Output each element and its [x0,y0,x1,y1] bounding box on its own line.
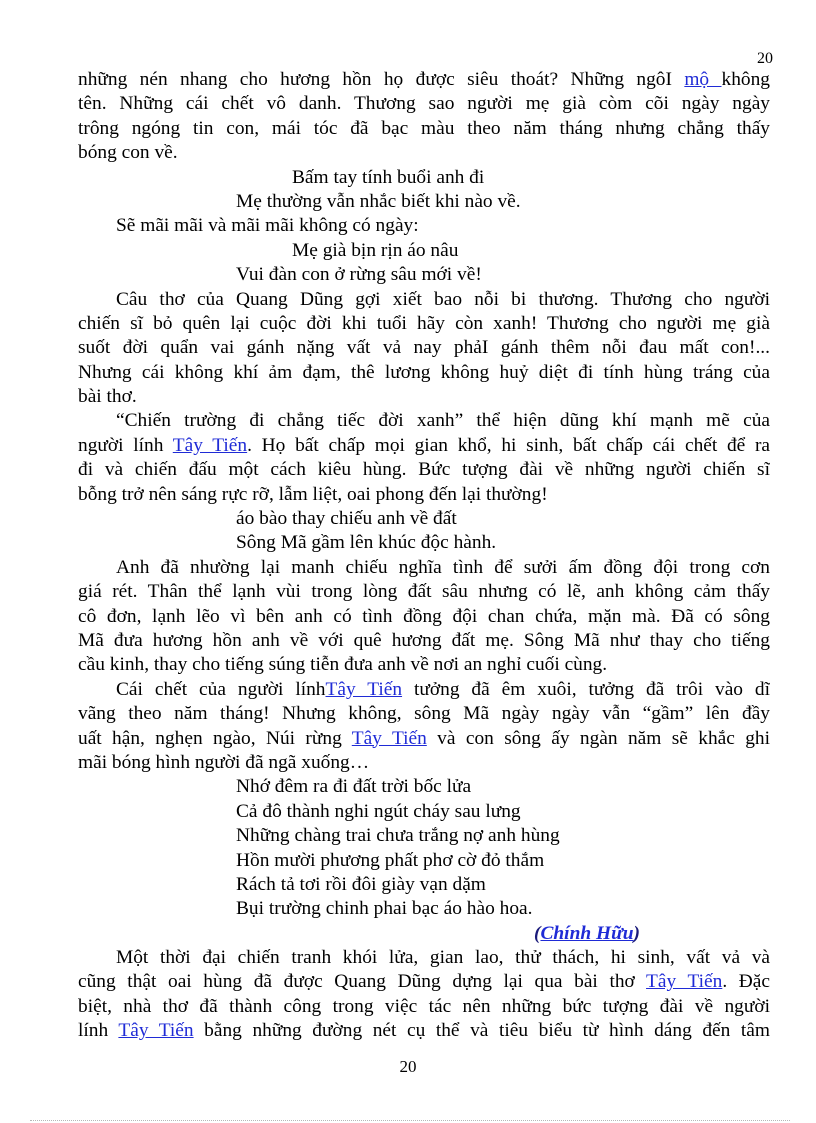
p6-line1: Cái chết của người línhTây Tiến tưởng đã êm xuôi, tưởng đã trôi vào dĩ [116,678,770,700]
poem-line6: Bụi trường chinh phai bạc áo hào hoa. [236,898,533,920]
p5-line5: cầu kinh, thay cho tiếng súng tiễn đưa anh về nơi an nghỉ cuối cùng. [78,654,608,676]
p2-line: Sẽ mãi mãi và mãi mãi không có ngày: [116,215,419,237]
link-tay-tien[interactable]: Tây Tiến [118,1020,194,1042]
p7-line1: Một thời đại chiến tranh khói lửa, gian lao, thử thách, hi sinh, vất vả và [116,947,770,969]
link-mo[interactable]: mộ [684,69,722,90]
p1-line3: trông ngóng tin con, mái tóc đã bạc màu theo năm tháng nhưng chẳng thấy [78,117,770,139]
p4-line1: “Chiến trường đi chẳng tiếc đời xanh” thể hiện dũng khí mạnh mẽ của [116,410,770,432]
verse2-line1: Mẹ già bịn rịn áo nâu [292,239,459,261]
p3-line4: Nhưng cái không khí ảm đạm, thê lương không huỷ diệt đi tính hùng tráng của [78,361,770,383]
verse1-line1: Bấm tay tính buổi anh đi [292,166,485,188]
link-chinh-huu[interactable]: Chính Hữu [540,922,634,944]
p7-line3: biệt, nhà thơ đã thành công trong việc tác nên những bức tượng đài về người [78,995,770,1017]
link-tay-tien[interactable]: Tây Tiến [325,678,403,700]
p3-line3: suốt đời quẩn vai gánh nặng vất vả nay phảI gánh thêm nỗi đau mất con!... [78,337,770,359]
verse3-line1: áo bào thay chiếu anh về đất [236,508,457,530]
page-break-divider [30,1120,790,1121]
p3-line2: chiến sĩ bỏ quên lại cuộc đời khi tuổi hãy còn xanh! Thương cho người mẹ già [78,312,770,334]
p6-line2: vãng theo năm tháng! Nhưng không, sông Mã ngày ngày vẫn “gầm” lên đầy [78,703,770,725]
page-number-top: 20 [757,50,773,67]
p5-line1: Anh đã nhường lại manh chiếu nghĩa tình để sưởi ấm đồng đội trong cơn [116,556,770,578]
page-body [78,68,770,1044]
poem-line4: Hồn mười phương phất phơ cờ đỏ thắm [236,849,545,871]
poem-line3: Những chàng trai chưa trắng nợ anh hùng [236,825,560,847]
p4-line4: bỗng trở nên sáng rực rỡ, lẫm liệt, oai phong đến lại thường! [78,483,548,505]
p6-line3: uất hận, nghẹn ngào, Núi rừng Tây Tiến và con sông ấy ngàn năm sẽ khắc ghi [78,727,770,749]
p1-line2: tên. Những cái chết vô danh. Thương sao người mẹ già còm cõi ngày ngày [78,93,770,115]
p1-line4: bóng con về. [78,142,178,164]
verse3-line2: Sông Mã gầm lên khúc độc hành. [236,532,497,554]
author-credit: (Chính Hữu) [534,922,640,944]
p7-line4: lính Tây Tiến bằng những đường nét cụ thể và tiêu biểu từ hình dáng đến tâm [78,1020,770,1042]
p5-line3: cô đơn, lạnh lẽo vì bên anh có tình đồng đội chan chứa, mặn mà. Đã có sông [78,605,770,627]
poem-line5: Rách tả tơi rồi đôi giày vạn dặm [236,873,486,895]
p5-line4: Mã đưa hương hồn anh về với quê hương đất mẹ. Sông Mã như thay cho tiếng [78,629,770,651]
p6-line4: mãi bóng hình người đã ngã xuống… [78,751,370,773]
p3-line1: Câu thơ của Quang Dũng gợi xiết bao nỗi bi thương. Thương cho người [116,288,770,310]
link-tay-tien[interactable]: Tây Tiến [172,434,248,456]
link-tay-tien[interactable]: Tây Tiến [646,971,723,993]
p5-line2: giá rét. Thân thể lạnh vùi trong lòng đất sâu nhưng có lẽ, anh không cảm thấy [78,581,770,603]
page-number-bottom: 20 [399,1057,417,1076]
verse2-line2: Vui đàn con ở rừng sâu mới về! [236,264,482,286]
p3-line5: bài thơ. [78,386,137,408]
p7-line2: cũng thật oai hùng đã được Quang Dũng dựng lại qua bài thơ Tây Tiến. Đặc [78,971,770,993]
link-tay-tien[interactable]: Tây Tiến [351,727,427,749]
poem-line2: Cả đô thành nghi ngút cháy sau lưng [236,800,521,822]
poem-line1: Nhớ đêm ra đi đất trời bốc lửa [236,776,472,798]
verse1-line2: Mẹ thường vẫn nhắc biết khi nào về. [236,190,521,212]
p4-line3: đi và chiến đấu một cách kiêu hùng. Bức tượng đài về những người chiến sĩ [78,459,770,481]
p4-line2: người lính Tây Tiến. Họ bất chấp mọi gian khổ, hi sinh, bất chấp cái chết để ra [78,434,770,456]
p1-line1: những nén nhang cho hương hồn họ được siêu thoát? Những ngôI mộ không [78,69,770,90]
